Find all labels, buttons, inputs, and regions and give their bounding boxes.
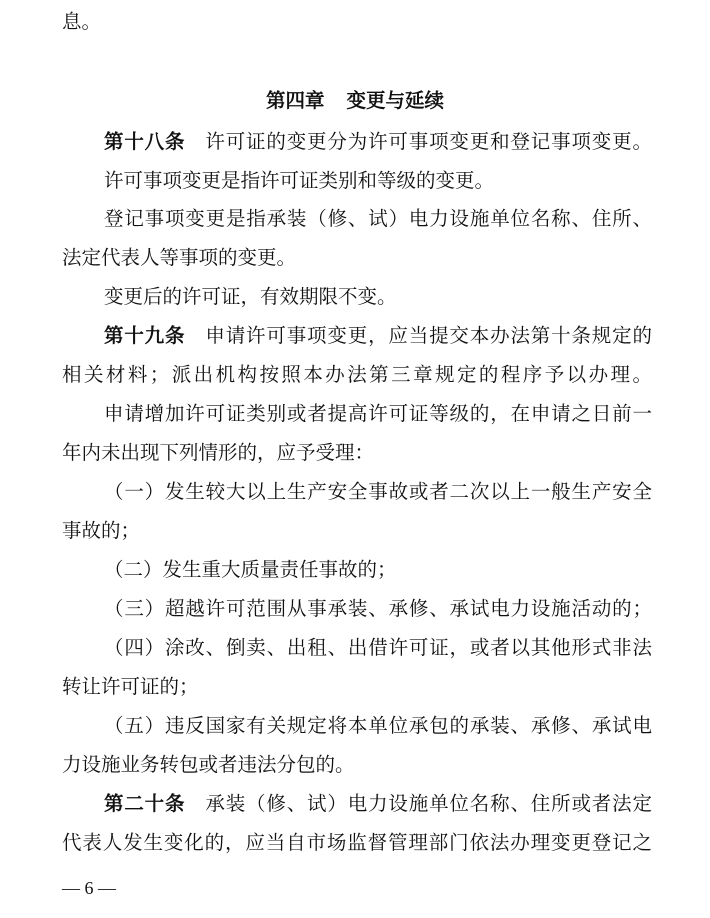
article-18-line-2: 许可事项变更是指许可证类别和等级的变更。	[104, 169, 495, 192]
article-18-label: 第十八条	[104, 130, 186, 153]
article-19-text-1: 申请许可事项变更，应当提交本办法第十条规定的	[205, 324, 652, 347]
article-18-line-1	[104, 129, 652, 155]
article-19-item-1-line-1: （一）发生较大以上生产安全事故或者二次以上一般生产安全	[104, 480, 652, 503]
article-19-line-3: 申请增加许可证类别或者提高许可证等级的，在申请之日前一	[104, 402, 652, 425]
article-18-line-5: 变更后的许可证，有效期限不变。	[104, 285, 397, 308]
article-18-text-1: 许可证的变更分为许可事项变更和登记事项变更。	[205, 130, 652, 153]
article-19-item-2: （二）发生重大质量责任事故的；	[104, 558, 397, 581]
article-19-item-4-line-1: （四）涂改、倒卖、出租、出借许可证，或者以其他形式非法	[104, 636, 652, 659]
chapter-title: 第四章	[265, 89, 325, 112]
article-20-line-1	[104, 791, 652, 817]
top-fragment: 息。	[62, 10, 102, 33]
page-number: — 6 —	[62, 878, 116, 898]
article-19-item-1-line-2: 事故的；	[62, 519, 141, 542]
article-19-item-4-line-2: 转让许可证的；	[62, 675, 199, 698]
article-18-line-4: 法定代表人等事项的变更。	[62, 246, 297, 269]
chapter-subtitle: 变更与延续	[346, 89, 445, 112]
article-19-item-5-line-1: （五）违反国家有关规定将本单位承包的承装、承修、承试电	[104, 714, 652, 737]
article-19-item-3: （三）超越许可范围从事承装、承修、承试电力设施活动的；	[104, 597, 652, 620]
article-18-line-3: 登记事项变更是指承装（修、试）电力设施单位名称、住所、	[104, 207, 652, 230]
article-19-item-5-line-2: 力设施业务转包或者违法分包的。	[62, 753, 355, 776]
article-19-line-1	[104, 323, 652, 349]
article-20-label: 第二十条	[104, 792, 186, 815]
article-19-label: 第十九条	[104, 324, 186, 347]
article-19-line-2: 相关材料；派出机构按照本办法第三章规定的程序予以办理。	[62, 363, 652, 386]
article-19-line-4: 年内未出现下列情形的，应予受理：	[62, 441, 375, 464]
chapter-heading	[0, 88, 710, 114]
article-20-line-2: 代表人发生变化的，应当自市场监督管理部门依法办理变更登记之	[62, 831, 652, 854]
article-20-text-1: 承装（修、试）电力设施单位名称、住所或者法定	[205, 792, 652, 815]
